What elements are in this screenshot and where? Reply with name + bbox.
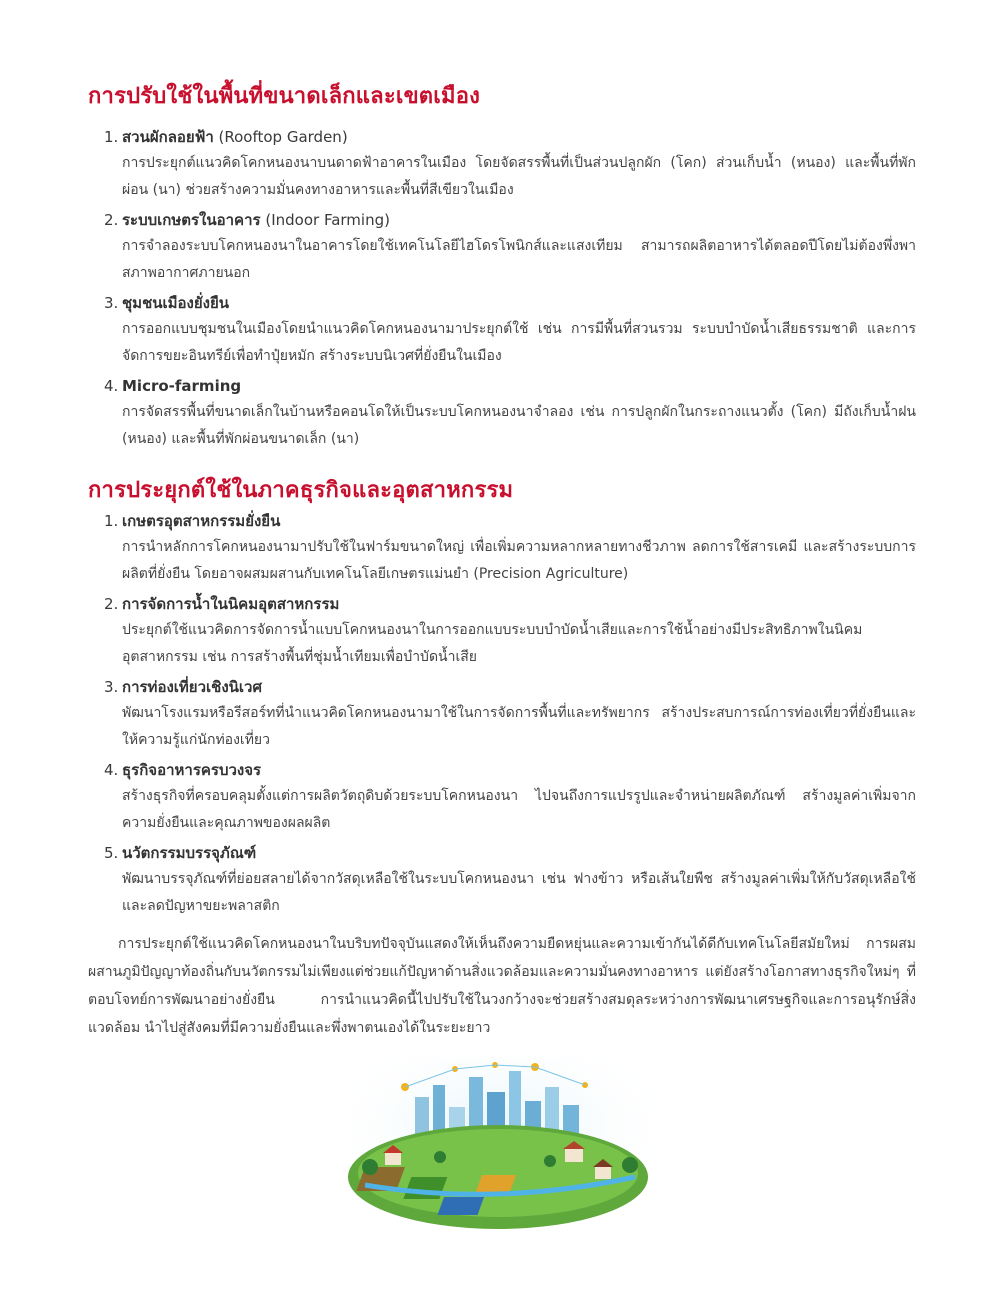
item-title-line	[104, 757, 916, 783]
list-item	[104, 757, 916, 837]
urban-applications-list	[104, 124, 916, 453]
list-item	[104, 373, 916, 453]
item-number: 3.	[104, 678, 119, 696]
item-title: สวนผักลอยฟ้า	[122, 128, 214, 146]
item-title-line	[104, 591, 916, 617]
item-description: พัฒนาบรรจุภัณฑ์ที่ย่อยสลายได้จากวัสดุเหลือใช้ในระบบโคกหนองนา เช่น ฟางข้าว หรือเส้นใยพืช สร้างมูลค่าเพิ่มให้กับวัสดุเหลือใช้และลดปัญหาขยะพลาสติก	[122, 871, 916, 914]
item-description: พัฒนาโรงแรมหรือรีสอร์ทที่นำแนวคิดโคกหนองนามาใช้ในการจัดการพื้นที่และทรัพยากร สร้างประสบการณ์การท่องเที่ยวที่ยั่งยืนและให้ความรู้แก่นักท่องเที่ยว	[122, 705, 916, 748]
item-description: การนำหลักการโคกหนองนามาปรับใช้ในฟาร์มขนาดใหญ่ เพื่อเพิ่มความหลากหลายทางชีวภาพ ลดการใช้สารเคมี และสร้างระบบการผลิตที่ยั่งยืน โดยอาจผสมผสานกับเทคโนโลยีเกษตรแม่นยำ (Precision Agriculture)	[122, 539, 916, 582]
item-title-line	[104, 373, 916, 399]
item-number: 1.	[104, 128, 119, 146]
list-item	[104, 290, 916, 370]
section-heading-business: การประยุกต์ใช้ในภาคธุรกิจและอุตสาหกรรม	[88, 478, 514, 503]
item-description: สร้างธุรกิจที่ครอบคลุมตั้งแต่การผลิตวัตถุดิบด้วยระบบโคกหนองนา ไปจนถึงการแปรรูปและจำหน่ายผลิตภัณฑ์ สร้างมูลค่าเพิ่มจากความยั่งยืนและคุณภาพของผลผลิต	[122, 788, 916, 831]
item-title-line	[104, 124, 916, 150]
item-description: การจัดสรรพื้นที่ขนาดเล็กในบ้านหรือคอนโดให้เป็นระบบโคกหนองนาจำลอง เช่น การปลูกผักในกระถางแนวตั้ง (โคก) มีถังเก็บน้ำฝน (หนอง) และพื้นที่พักผ่อนขนาดเล็ก (นา)	[122, 404, 916, 447]
business-applications-list	[104, 508, 916, 920]
item-title: ระบบเกษตรในอาคาร	[122, 211, 261, 229]
item-title: ธุรกิจอาหารครบวงจร	[122, 761, 262, 779]
item-title: เกษตรอุตสาหกรรมยั่งยืน	[122, 512, 281, 530]
conclusion-paragraph: การประยุกต์ใช้แนวคิดโคกหนองนาในบริบทปัจจุบันแสดงให้เห็นถึงความยืดหยุ่นและความเข้ากันได้ดีกับเทคโนโลยีสมัยใหม่ การผสมผสานภูมิปัญญาท้องถิ่นกับนวัตกรรมไม่เพียงแต่ช่วยแก้ปัญหาด้านสิ่งแวดล้อมและความมั่นคงทางอาหาร แต่ยังสร้างโอกาสทางธุรกิจใหม่ๆ ที่ตอบโจทย์การพัฒนาอย่างยั่งยืน การนำแนวคิดนี้ไปปรับใช้ในวงกว้างจะช่วยสร้างสมดุลระหว่างการพัฒนาเศรษฐกิจและการอนุรักษ์สิ่งแวดล้อม นำไปสู่สังคมที่มีความยั่งยืนและพึ่งพาตนเองได้ในระยะยาว	[88, 936, 916, 1036]
list-item	[104, 207, 916, 287]
item-number: 1.	[104, 512, 119, 530]
list-item	[104, 591, 916, 671]
item-title: การท่องเที่ยวเชิงนิเวศ	[122, 678, 262, 696]
item-title-line	[104, 674, 916, 700]
item-title: นวัตกรรมบรรจุภัณฑ์	[122, 844, 257, 862]
item-description: การออกแบบชุมชนในเมืองโดยนำแนวคิดโคกหนองนามาประยุกต์ใช้ เช่น การมีพื้นที่สวนรวม ระบบบำบัดน้ำเสียธรรมชาติ และการจัดการขยะอินทรีย์เพื่อทำปุ๋ยหมัก สร้างระบบนิเวศที่ยั่งยืนในเมือง	[122, 321, 916, 364]
item-description: การประยุกต์แนวคิดโคกหนองนาบนดาดฟ้าอาคารในเมือง โดยจัดสรรพื้นที่เป็นส่วนปลูกผัก (โคก) ส่วนเก็บน้ำ (หนอง) และพื้นที่พักผ่อน (นา) ช่วยสร้างความมั่นคงทางอาหารและพื้นที่สีเขียวในเมือง	[122, 155, 916, 198]
item-number: 4.	[104, 761, 119, 779]
item-title-line	[104, 207, 916, 233]
item-title-line	[104, 508, 916, 534]
item-title-line	[104, 840, 916, 866]
item-number: 5.	[104, 844, 119, 862]
list-item	[104, 508, 916, 588]
item-number: 2.	[104, 595, 119, 613]
item-description: ประยุกต์ใช้แนวคิดการจัดการน้ำแบบโคกหนองนาในการออกแบบระบบบำบัดน้ำเสียและการใช้น้ำอย่างมีประสิทธิภาพในนิคมอุตสาหกรรม เช่น การสร้างพื้นที่ชุ่มน้ำเทียมเพื่อบำบัดน้ำเสีย	[122, 622, 863, 665]
item-description: การจำลองระบบโคกหนองนาในอาคารโดยใช้เทคโนโลยีไฮโดรโพนิกส์และแสงเทียม สามารถผลิตอาหารได้ตลอดปีโดยไม่ต้องพึ่งพาสภาพอากาศภายนอก	[122, 238, 916, 281]
item-title: การจัดการน้ำในนิคมอุตสาหกรรม	[122, 595, 340, 613]
smart-city-farm-illustration	[345, 1057, 652, 1235]
list-item	[104, 840, 916, 920]
item-title-line	[104, 290, 916, 316]
section-heading-urban: การปรับใช้ในพื้นที่ขนาดเล็กและเขตเมือง	[88, 84, 481, 109]
list-item	[104, 674, 916, 754]
item-subtitle: (Indoor Farming)	[260, 211, 390, 229]
item-number: 4.	[104, 377, 119, 395]
item-number: 2.	[104, 211, 119, 229]
item-subtitle: (Rooftop Garden)	[213, 128, 348, 146]
item-number: 3.	[104, 294, 119, 312]
item-title: ชุมชนเมืองยั่งยืน	[122, 294, 230, 312]
item-title: Micro-farming	[122, 377, 242, 395]
list-item	[104, 124, 916, 204]
